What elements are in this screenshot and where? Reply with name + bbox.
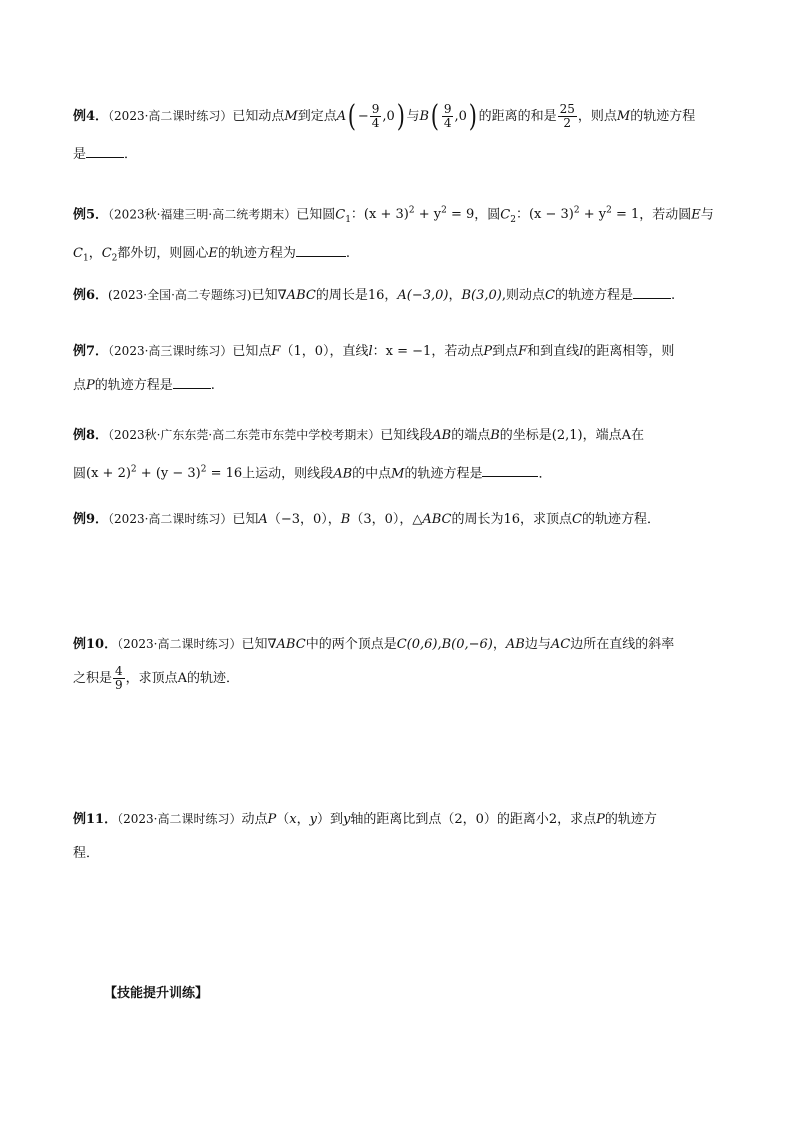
problem-6: 例6．(2023·全国·高二专题练习)已知∇ABC的周长是16，A(−3,0)，B(3,0),则动点C的轨迹方程是 . bbox=[73, 278, 733, 313]
answer-blank[interactable] bbox=[633, 284, 671, 299]
problem-source: (2023·全国·高二专题练习) bbox=[108, 288, 252, 302]
problem-5: 例5．（2023秋·福建三明·高二统考期末）已知圆$C_1$：$(x + 3)^2 + y^2 = 9$，圆$C_2$：$(x - 3)^2 + y^2 = 1$，若动圆E与 $C_1$，$C_2$都外切，则圆心E的轨迹方程为 . bbox=[73, 206, 714, 264]
slope-product-fraction: $\frac{4}{9}$ bbox=[115, 664, 123, 692]
problem-source: （2023·高二课时练习） bbox=[117, 812, 242, 826]
problem-number: 例6． bbox=[73, 288, 109, 303]
problem-number: 例9． bbox=[73, 512, 109, 527]
problem-number: 例10． bbox=[73, 637, 118, 652]
answer-blank[interactable] bbox=[296, 242, 346, 257]
answer-blank[interactable] bbox=[173, 374, 211, 389]
point-a-coords: ( − $\frac{9}{4}$ ,0 ) bbox=[347, 98, 405, 134]
problem-source: （2023秋·福建三明·高二统考期末） bbox=[108, 207, 297, 222]
problem-number: 例11． bbox=[73, 812, 118, 827]
circle-1-equation: ：$(x + 3)^2 + y^2 = 9$ bbox=[350, 206, 475, 223]
problem-number: 例5． bbox=[73, 207, 109, 223]
problem-source: （2023·高二课时练习） bbox=[108, 109, 233, 123]
problem-7: 例7．（2023·高三课时练习）已知点F（1，0），直线l：x = −1，若动点P到点F和到直线l的距离相等，则 点P的轨迹方程是 . bbox=[73, 344, 675, 393]
answer-blank[interactable] bbox=[86, 143, 124, 158]
problem-8: 例8．（2023秋·广东东莞·高二东莞市东莞中学校考期末）已知线段AB的端点B的坐标是(2,1)，端点A在 圆$(x + 2)^2 + (y - 3)^2 = 16$上运动，则线段AB的中点M的轨迹方程是 ． bbox=[73, 428, 644, 482]
problem-number: 例8． bbox=[73, 428, 109, 443]
point-b-coords: ( $\frac{9}{4}$ ,0 ) bbox=[430, 98, 477, 134]
problem-number: 例4． bbox=[73, 109, 109, 124]
distance-sum-fraction: $\frac{25}{2}$ bbox=[559, 102, 575, 130]
problem-source: （2023·高三课时练习） bbox=[108, 344, 233, 358]
problem-4: 例4．（2023·高二课时练习）已知动点M到定点A ( − $\frac{9}{4}$ ,0 ) 与B ( $\frac{9}{4}$ ,0 ) 的距离的和是 $\frac{25}{2}$ ，则点M的轨迹方程 是 ． bbox=[73, 98, 696, 162]
circle-2-equation: ：$(x - 3)^2 + y^2 = 1$ bbox=[515, 206, 640, 223]
problem-source: （2023秋·广东东莞·高二东莞市东莞中学校考期末） bbox=[108, 428, 381, 442]
section-title: 【技能提升训练】 bbox=[104, 986, 209, 1001]
problem-number: 例7． bbox=[73, 344, 109, 359]
answer-blank[interactable] bbox=[482, 462, 538, 477]
problem-9: 例9．（2023·高二课时练习）已知A（−3，0），B（3，0），△ABC的周长为16，求顶点C的轨迹方程． bbox=[73, 512, 661, 527]
circle-equation: $(x + 2)^2 + (y - 3)^2 = 16$ bbox=[86, 465, 243, 482]
problem-10: 例10．（2023·高二课时练习）已知∇ABC中的两个顶点是C(0,6),B(0,−6)，AB边与AC边所在直线的斜率 之积是 $\frac{4}{9}$ ，求顶点A的轨迹． bbox=[73, 637, 675, 692]
problem-source: （2023·高二课时练习） bbox=[108, 512, 233, 526]
problem-11: 例11．（2023·高二课时练习）动点P（x，y）到y轴的距离比到点（2，0）的距离小2，求点P的轨迹方 程． bbox=[73, 812, 657, 861]
problem-source: （2023·高二课时练习） bbox=[117, 637, 242, 651]
